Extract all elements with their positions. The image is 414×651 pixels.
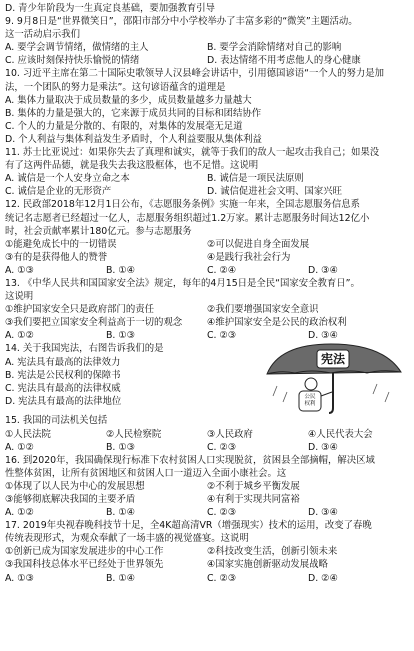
- q12-item-1: ①能避免成长中的一切错误: [5, 238, 117, 250]
- q16-choice-b: B. ①④: [106, 507, 136, 519]
- q9-option-d: D. 表达情绪不用考虑他人的身心健康: [207, 55, 361, 67]
- q10-option-c: C. 个人的力量是分散的、有限的，对集体的发展毫无足道: [5, 120, 243, 132]
- q13-stem-line2: 这说明: [5, 291, 34, 303]
- q11-stem-line2: 有了这两件品德，就是我失去我这股框体，也不足惜。这说明: [5, 160, 259, 172]
- q17-choice-d: D. ②④: [308, 572, 338, 584]
- q16-item-3: ③能够彻底解决我国的主要矛盾: [5, 494, 136, 505]
- q16-item-4: ④有利于实现共同富裕: [207, 494, 300, 505]
- q14-option-b: B. 宪法是公民权利的保障书: [5, 369, 121, 381]
- q12-stem-line3: 时，社会贡献率累计180亿元。参与志愿服务: [5, 225, 192, 237]
- q13-item-4: ④维护国家安全是公民的政治权利: [207, 317, 347, 329]
- q10-stem-line1: 10. 习近平主席在第二十国际史歌领导人汉县峰会讲话中，引用德国谚语“一个人的努力是加: [5, 68, 384, 80]
- q13-choice-a: A. ①②: [5, 330, 35, 342]
- q15-choice-b: B. ①③: [106, 441, 136, 453]
- q14-option-d: D. 宪法具有最高的法律地位: [5, 395, 122, 407]
- q13-items-row2: [5, 316, 409, 329]
- rain-line: [283, 392, 287, 402]
- rain-line: [385, 392, 389, 402]
- q13-items-row1: [5, 303, 409, 316]
- q11-option-a: A. 诚信是一个人安身立命之本: [5, 173, 130, 185]
- q9-option-a: A. 要学会调节情绪，做情绪的主人: [5, 42, 149, 54]
- q14-block: [5, 342, 409, 414]
- q16-choice-c: C. ②③: [207, 507, 237, 519]
- q17-item-1: ①创新已成为国家发展进步的中心工作: [5, 546, 164, 558]
- person-label-line1: 公民: [304, 394, 316, 401]
- q11-options-row2: [5, 185, 409, 198]
- q11-option-b: B. 诚信是一项民法原则: [207, 173, 304, 185]
- q16-stem-line1: 16. 到2020年，我国确保现行标准下农村贫困人口实现脱贫，贫困县全部摘帽，解决区域: [5, 454, 375, 466]
- q16-items-row2: [5, 493, 409, 506]
- q14-text: [5, 342, 259, 414]
- q13-stem-line1: 13. 《中华人民共和国国家安全法》规定，每年的4月15日是全民“国家安全教育日”。: [5, 277, 360, 289]
- q11-stem-line1: 11. 苏士比亚说过：如果你失去了真理和诚实，就等于我们的敌人一起攻击我自己；如果没: [5, 147, 380, 159]
- q12-choices: [5, 264, 409, 277]
- q13-choice-b: B. ①③: [106, 330, 136, 342]
- q17-choice-a: A. ①③: [5, 572, 35, 584]
- umbrella-text: 宪法: [320, 352, 346, 367]
- q14-option-c: C. 宪法具有最高的法律权威: [5, 382, 121, 394]
- q17-item-3: ③我国科技总体水平已经处于世界领先: [5, 559, 164, 571]
- rain-line: [273, 386, 277, 396]
- q9-stem-line2: 这一活动启示我们: [5, 29, 81, 41]
- q15-choices: [5, 441, 409, 454]
- rain-line: [373, 384, 377, 394]
- q17-items-row2: [5, 558, 409, 571]
- q17-item-4: ④国家实施创新驱动发展战略: [207, 559, 328, 571]
- q12-choice-a: A. ①③: [5, 264, 35, 276]
- q17-item-2: ②科技改变生活，创新引领未来: [207, 546, 338, 558]
- q15-stem: 15. 我国的司法机关包括: [5, 415, 108, 427]
- q8-option-d: D. 青少年阶段为一生真定良基础，要加强教育引导: [5, 3, 216, 14]
- q13-item-2: ②我们要增强国家安全意识: [207, 304, 319, 316]
- q16-choice-a: A. ①②: [5, 507, 35, 519]
- q11-option-d: D. 诚信促进社会文明、国家兴旺: [207, 186, 343, 198]
- q11-option-c: C. 诚信是企业的无形资产: [5, 186, 112, 198]
- q9-option-b: B. 要学会消除情绪对自己的影响: [207, 42, 342, 54]
- person-head: [305, 378, 317, 390]
- q16-choice-d: D. ③④: [308, 507, 338, 519]
- q16-items-row1: [5, 480, 409, 493]
- q10-option-b: B. 集体的力量是强大的，它来源于成员共同的目标和团结协作: [5, 107, 262, 119]
- q15-item-3: ③人民政府: [207, 428, 253, 440]
- q12-item-2: ②可以促进自身全面发展: [207, 238, 310, 250]
- q12-stem-line2: 统记名志愿者已经超过一亿人，志愿服务组织超过1.2万家。累计志愿服务时间达12亿小: [5, 212, 370, 224]
- q12-stem-line1: 12. 民政部2018年12月1日公布，《志愿服务条例》实施一年来，全国志愿服务信息系: [5, 199, 360, 211]
- q13-item-3: ③我们要把立国家安全利益高于一切的观念: [5, 317, 183, 329]
- q9-options-row2: [5, 54, 409, 67]
- q11-options-row1: [5, 172, 409, 185]
- q10-option-a: A. 集体力量取决于成员数量的多少，成员数量越多力量越大: [5, 94, 252, 106]
- q13-item-1: ①维护国家安全只是政府部门的责任: [5, 304, 155, 316]
- q12-choice-d: D. ③④: [308, 264, 338, 276]
- person-label-line2: 权利: [304, 401, 316, 408]
- person-arm: [321, 392, 332, 396]
- q9-stem-line1: 9. 9月8日是“世界微笑日”，邵阳市部分中小学校举办了丰富多彩的“微笑”主题活动。: [5, 16, 358, 28]
- q15-item-4: ④人民代表大会: [308, 428, 373, 440]
- q16-stem-line2: 性整体贫困，让所有贫困地区和贫困人口一道迈入全面小康社会。这: [5, 467, 287, 479]
- q15-items: [5, 428, 409, 441]
- umbrella-handle: [329, 408, 333, 413]
- q12-items-row1: [5, 238, 409, 251]
- q12-choice-c: C. ②④: [207, 264, 237, 276]
- q17-stem-line2: 传统表现形式，为观众奉献了一场丰盛的视觉盛宴。这说明: [5, 533, 249, 545]
- q15-item-2: ②人民检察院: [106, 428, 162, 440]
- q17-choice-c: C. ②③: [207, 572, 237, 584]
- q10-option-d: D. 个人利益与集体利益发生矛盾时，个人利益要服从集体利益: [5, 133, 262, 145]
- umbrella-illustration: [259, 342, 409, 414]
- q16-item-2: ②不利于城乡平衡发展: [207, 480, 300, 492]
- q12-choice-b: B. ①④: [106, 264, 136, 276]
- q15-choice-a: A. ①②: [5, 441, 35, 453]
- constitution-umbrella-cartoon: [259, 342, 409, 414]
- q17-stem-line1: 17. 2019年央视春晚科技节十足，全4K超高清VR（增强现实）技术的运用，改变了春晚: [5, 520, 372, 532]
- q17-choices: [5, 572, 409, 585]
- q12-item-3: ③有的是获得他人的赞誉: [5, 251, 108, 263]
- q13-choice-d: D. ③④: [308, 330, 338, 342]
- q14-option-a: A. 宪法具有最高的法律效力: [5, 356, 121, 368]
- q17-choice-b: B. ①④: [106, 572, 136, 584]
- q15-choice-d: D. ③④: [308, 441, 338, 453]
- q12-items-row2: [5, 251, 409, 264]
- q13-choices: [5, 329, 409, 342]
- q17-items-row1: [5, 545, 409, 558]
- q16-item-1: ①体现了以人民为中心的发展思想: [5, 480, 145, 492]
- q15-item-1: ①人民法院: [5, 428, 51, 440]
- q10-stem-line2: 法，一个团队的努力是乘法”。这句谚语蕴含的道理是: [5, 81, 226, 93]
- q9-option-c: C. 应该时刻保持快乐愉悦的情绪: [5, 55, 140, 67]
- q13-choice-c: C. ②③: [207, 330, 237, 342]
- q15-choice-c: C. ②③: [207, 441, 237, 453]
- q9-options-row1: [5, 41, 409, 54]
- q16-choices: [5, 506, 409, 519]
- q12-item-4: ④是践行我社会行为: [207, 251, 291, 263]
- q14-stem: 14. 关于我国宪法，右图告诉我们的是: [5, 343, 164, 355]
